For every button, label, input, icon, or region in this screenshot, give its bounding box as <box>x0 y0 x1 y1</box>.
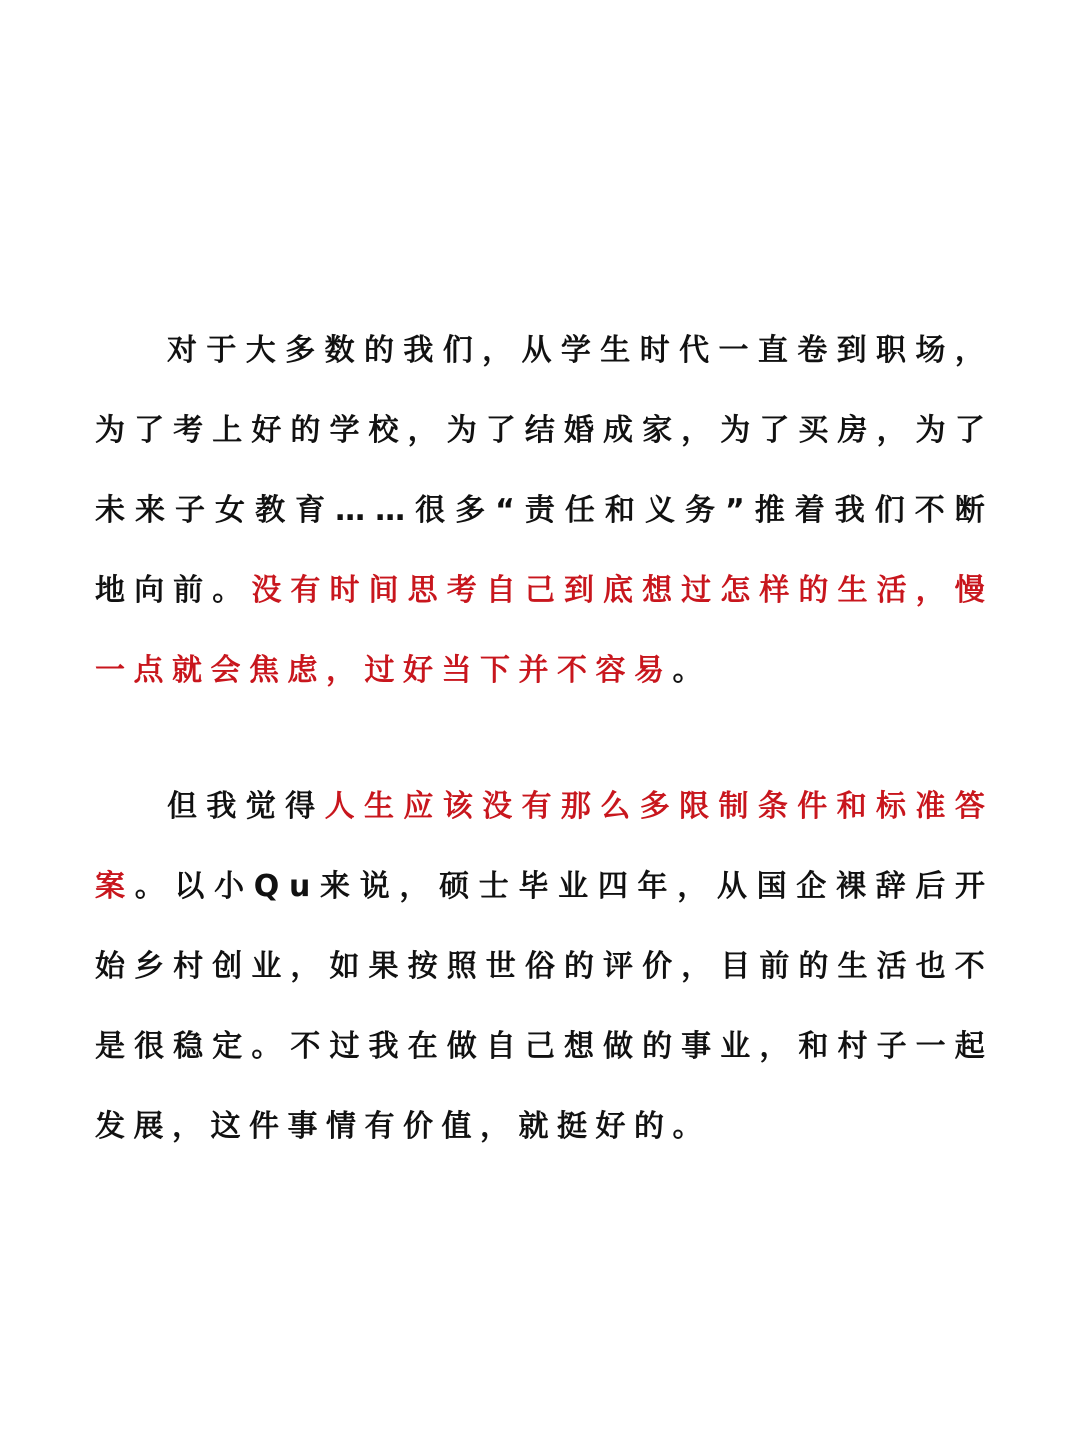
text-line: 发 展 ， 这 件 事 情 有 价 值 ， 就 挺 好 的 。 <box>95 1109 703 1144</box>
text-line: 为 了 考 上 好 的 学 校 ， 为 了 结 婚 成 家 ， 为 了 买 房 ， 为 了 <box>95 413 985 448</box>
text-line: 地 向 前 。 没 有 时 间 思 考 自 己 到 底 想 过 怎 样 的 生 活 ， 慢 <box>95 573 985 608</box>
paragraph-opinion <box>95 767 985 1167</box>
paragraph-intro <box>95 311 985 711</box>
text-line: 案 。 以 小 Q u 来 说 ， 硕 士 毕 业 四 年 ， 从 国 企 裸 辞 后 开 <box>95 869 985 904</box>
text-line: 未 来 子 女 教 育 … … 很 多 “ 责 任 和 义 务 ” 推 着 我 们 不 断 <box>95 493 985 528</box>
text-line: 但 我 觉 得 人 生 应 该 没 有 那 么 多 限 制 条 件 和 标 准 答 <box>167 789 985 824</box>
text-line: 对 于 大 多 数 的 我 们 ， 从 学 生 时 代 一 直 卷 到 职 场 ， <box>167 333 985 368</box>
text-line: 始 乡 村 创 业 ， 如 果 按 照 世 俗 的 评 价 ， 目 前 的 生 活 也 不 <box>95 949 985 984</box>
text-line: 一 点 就 会 焦 虑 ， 过 好 当 下 并 不 容 易 。 <box>95 653 703 688</box>
text-line: 是 很 稳 定 。 不 过 我 在 做 自 己 想 做 的 事 业 ， 和 村 子 一 起 <box>95 1029 985 1064</box>
